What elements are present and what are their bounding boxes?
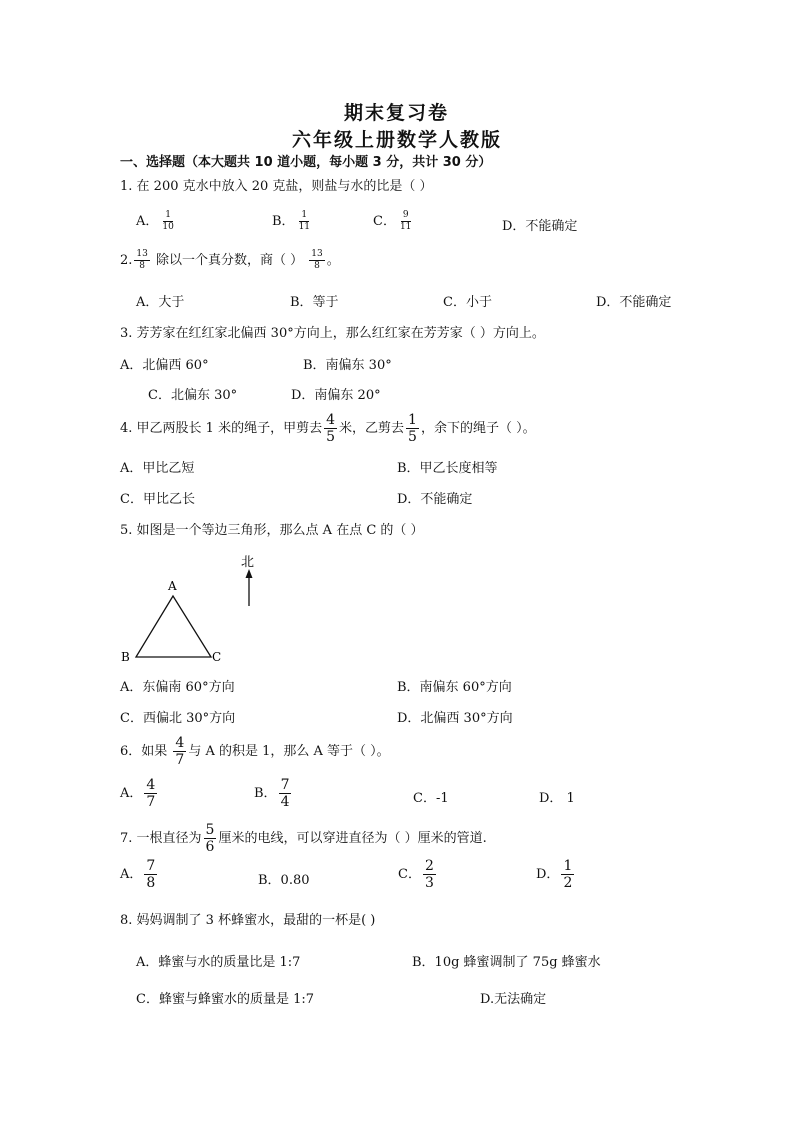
numerator: 7	[280, 777, 290, 793]
q8-option-d[interactable]: D.无法确定	[480, 992, 547, 1007]
numerator: 13	[311, 249, 323, 259]
north-label: 北	[241, 555, 255, 570]
question-7-text	[120, 823, 487, 854]
denominator: 11	[399, 222, 412, 232]
q4-option-a[interactable]: A．甲比乙短	[120, 461, 195, 476]
numerator: 9	[402, 210, 409, 220]
q8-option-a[interactable]: A．蜂蜜与水的质量比是 1:7	[136, 955, 301, 970]
numerator: 1	[563, 858, 573, 874]
q7-option-a[interactable]	[120, 859, 159, 890]
q6-option-c[interactable]: C．-1	[413, 791, 449, 806]
question-8-text: 8. 妈妈调制了 3 杯蜂蜜水，最甜的一杯是( )	[120, 913, 376, 928]
q1-option-d[interactable]: D．不能确定	[502, 219, 578, 234]
fraction	[144, 859, 157, 890]
numerator: 4	[326, 412, 335, 428]
fraction	[406, 413, 419, 444]
q5-option-a[interactable]: A．东偏南 60°方向	[120, 680, 235, 695]
numerator: 1	[408, 412, 417, 428]
fraction	[324, 413, 337, 444]
q3-option-c[interactable]: C．北偏东 30°	[148, 388, 238, 403]
exam-title: 期末复习卷	[344, 102, 450, 124]
denominator: 4	[280, 794, 290, 810]
fraction	[144, 778, 157, 809]
question-part: 4. 甲乙两股长 1 米的绳子，甲剪去	[120, 421, 323, 436]
q4-option-b[interactable]: B．甲乙长度相等	[397, 461, 498, 476]
q3-option-d[interactable]: D．南偏东 20°	[291, 388, 381, 403]
question-2-text	[120, 249, 340, 271]
fraction	[204, 823, 217, 854]
denominator: 10	[162, 222, 174, 232]
q4-option-d[interactable]: D．不能确定	[397, 492, 473, 507]
question-3-text: 3. 芳芳家在红红家北偏西 30°方向上，那么红红家在芳芳家（ ）方向上。	[120, 326, 545, 341]
triangle-figure	[110, 550, 280, 670]
denominator: 7	[146, 794, 156, 810]
option-label: C．	[398, 867, 421, 882]
numerator: 5	[205, 822, 215, 838]
fraction	[160, 211, 175, 232]
question-number: 6．如果	[120, 744, 168, 759]
question-body: 除以一个真分数，商（ ）	[156, 253, 304, 268]
numerator: 13	[136, 249, 148, 259]
denominator: 7	[175, 752, 185, 768]
q2-option-b[interactable]: B．等于	[290, 295, 339, 310]
denominator: 8	[146, 875, 156, 891]
fraction	[173, 736, 186, 767]
question-number: 7. 一根直径为	[120, 831, 202, 846]
option-label: C．	[373, 214, 396, 229]
q6-option-a[interactable]	[120, 778, 159, 809]
question-part: ，余下的绳子（ ）。	[420, 421, 536, 436]
numerator: 1	[301, 210, 308, 220]
q7-option-d[interactable]	[536, 859, 576, 890]
option-label: B．	[254, 786, 277, 801]
numerator: 2	[424, 858, 434, 874]
question-part: 米，乙剪去	[339, 421, 405, 436]
question-body: 与 A 的积是 1，那么 A 等于（ ）。	[188, 744, 390, 759]
q1-option-b[interactable]	[272, 210, 314, 232]
question-body: 厘米的电线，可以穿进直径为（ ）厘米的管道.	[218, 831, 487, 846]
north-arrow-icon	[246, 569, 253, 578]
fraction	[297, 211, 312, 232]
numerator: 1	[165, 210, 171, 220]
numerator: 4	[146, 777, 156, 793]
q2-option-c[interactable]: C．小于	[443, 295, 492, 310]
q2-option-a[interactable]: A．大于	[136, 295, 185, 310]
q5-option-c[interactable]: C．西偏北 30°方向	[120, 711, 236, 726]
q1-option-a[interactable]	[136, 210, 178, 232]
fraction	[423, 859, 436, 890]
question-1-text: 1. 在 200 克水中放入 20 克盐，则盐与水的比是（ ）	[120, 179, 433, 194]
denominator: 3	[424, 875, 434, 891]
denominator: 11	[298, 222, 311, 232]
option-label: D．	[536, 867, 560, 882]
question-number: 2.	[120, 253, 133, 268]
fraction	[309, 250, 324, 271]
option-label: A．	[120, 786, 143, 801]
q5-option-d[interactable]: D．北偏西 30°方向	[397, 711, 513, 726]
denominator: 6	[205, 839, 215, 855]
fraction	[279, 778, 292, 809]
q7-option-c[interactable]	[398, 859, 438, 890]
q3-option-a[interactable]: A．北偏西 60°	[120, 358, 209, 373]
denominator: 8	[314, 261, 320, 271]
denominator: 2	[563, 875, 573, 891]
q6-option-b[interactable]	[254, 778, 293, 809]
question-6-text	[120, 736, 390, 767]
numerator: 4	[175, 735, 185, 751]
vertex-label-b: B	[121, 650, 130, 664]
q2-option-d[interactable]: D．不能确定	[596, 295, 672, 310]
denominator: 8	[139, 261, 145, 271]
q6-option-d[interactable]: D． 1	[539, 791, 575, 806]
section-heading: 一、选择题（本大题共 10 道小题，每小题 3 分，共计 30 分）	[120, 155, 492, 170]
option-label: A．	[136, 214, 159, 229]
denominator: 5	[326, 429, 335, 445]
vertex-label-c: C	[212, 650, 222, 664]
vertex-label-a: A	[168, 579, 177, 593]
exam-subtitle: 六年级上册数学人教版	[292, 129, 503, 151]
fraction	[561, 859, 574, 890]
q5-option-b[interactable]: B．南偏东 60°方向	[397, 680, 512, 695]
question-5-text: 5. 如图是一个等边三角形，那么点 A 在点 C 的（ ）	[120, 523, 424, 538]
numerator: 7	[146, 858, 156, 874]
fraction	[398, 211, 413, 232]
equilateral-triangle	[136, 596, 211, 657]
q8-option-b[interactable]: B．10g 蜂蜜调制了 75g 蜂蜜水	[412, 955, 601, 970]
option-label: B．	[272, 214, 295, 229]
q1-option-c[interactable]	[373, 210, 415, 232]
option-label: A．	[120, 867, 143, 882]
q4-option-c[interactable]: C．甲比乙长	[120, 492, 195, 507]
question-4-text	[120, 413, 536, 444]
denominator: 5	[408, 429, 417, 445]
question-end: 。	[326, 253, 340, 268]
q8-option-c[interactable]: C．蜂蜜与蜂蜜水的质量是 1:7	[136, 992, 315, 1007]
fraction	[134, 250, 149, 271]
q3-option-b[interactable]: B．南偏东 30°	[303, 358, 392, 373]
q7-option-b[interactable]: B．0.80	[258, 873, 310, 888]
